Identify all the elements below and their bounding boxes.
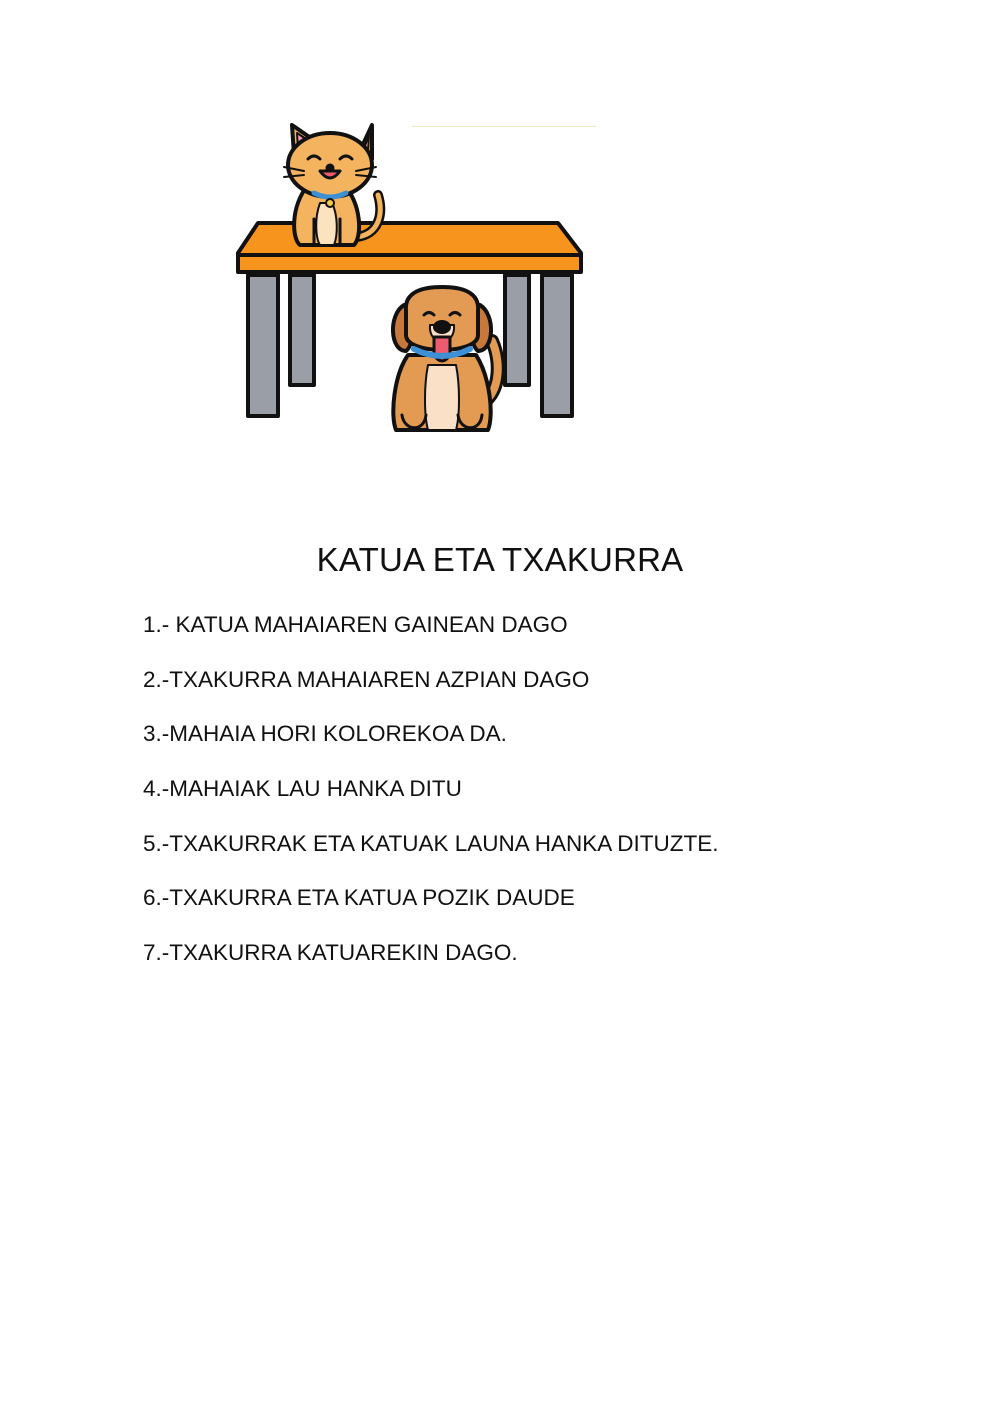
sentence-item: 5.-TXAKURRAK ETA KATUAK LAUNA HANKA DITUZTE. xyxy=(143,830,719,856)
sentence-item: 6.-TXAKURRA ETA KATUA POZIK DAUDE xyxy=(143,885,575,911)
table-leg-front-right xyxy=(542,275,572,416)
table-leg-back-right xyxy=(505,275,529,385)
page-title: KATUA ETA TXAKURRA xyxy=(316,541,684,578)
sentence-item: 2.-TXAKURRA MAHAIAREN AZPIAN DAGO xyxy=(143,666,590,692)
sentence-list xyxy=(143,609,719,992)
sentence-item: 7.-TXAKURRA KATUAREKIN DAGO. xyxy=(143,940,518,966)
sentence-item: 1.- KATUA MAHAIAREN GAINEAN DAGO xyxy=(143,612,568,637)
table-top xyxy=(238,223,581,272)
sentence-item: 3.-MAHAIA HORI KOLOREKOA DA. xyxy=(143,721,507,747)
cat-on-table-dog-under-table-icon xyxy=(228,115,598,440)
table-leg-back-left xyxy=(290,275,314,385)
sentence-item: 4.-MAHAIAK LAU HANKA DITU xyxy=(143,776,462,802)
table-leg-front-left xyxy=(248,275,278,416)
